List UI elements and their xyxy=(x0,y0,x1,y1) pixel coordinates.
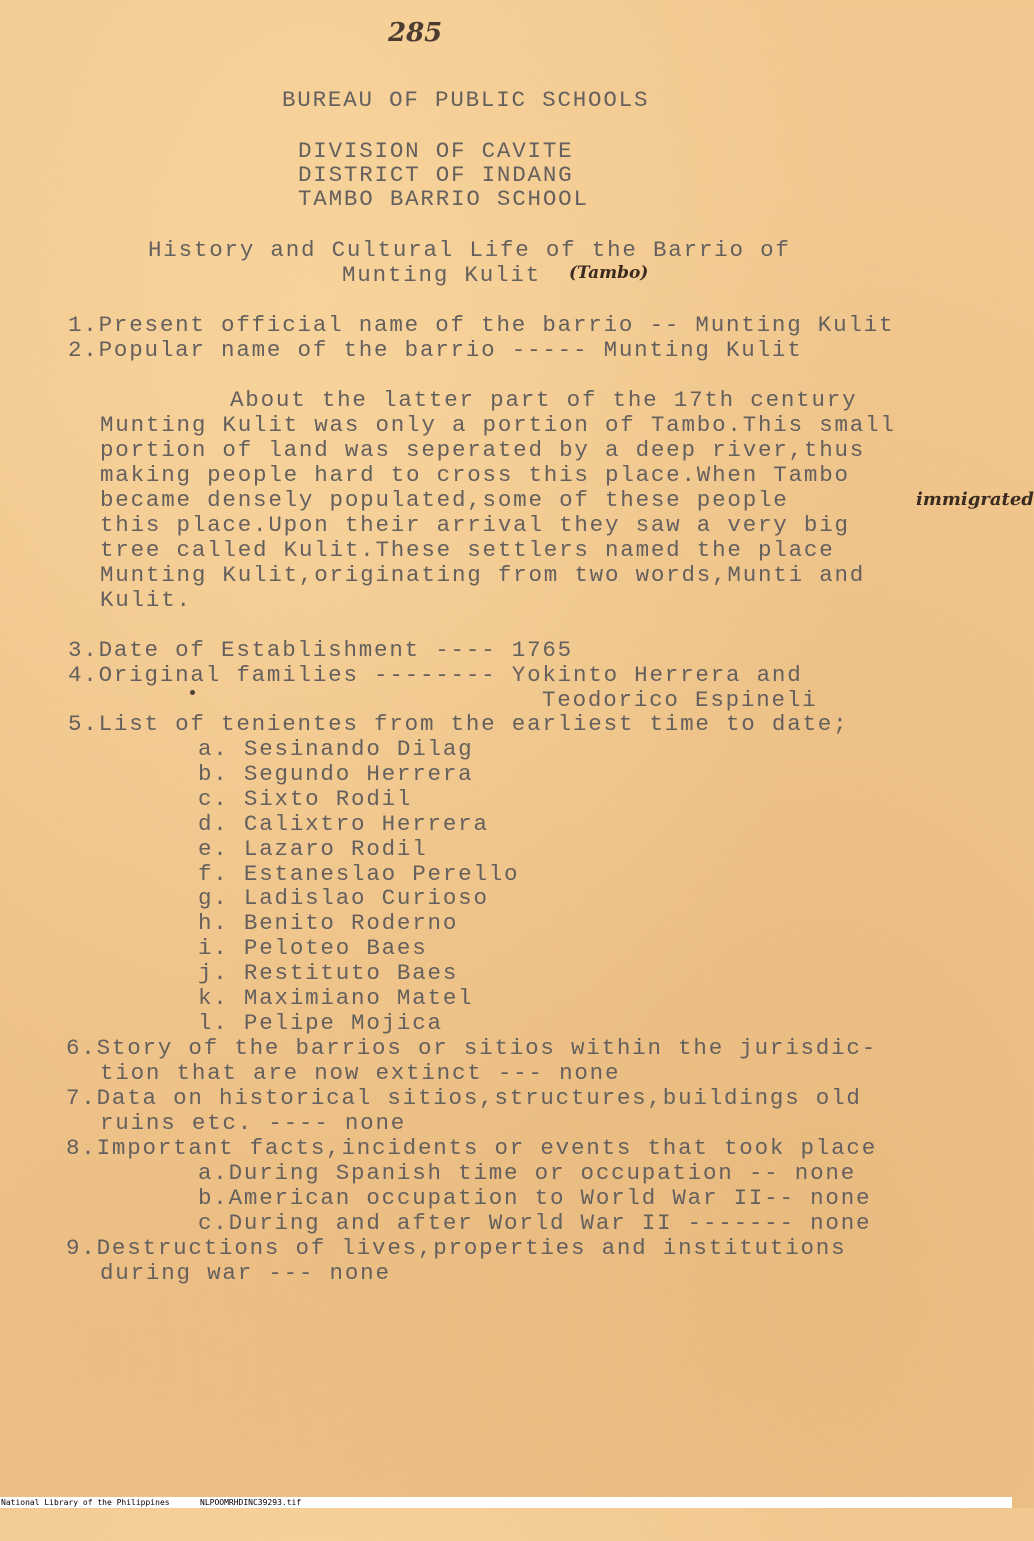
item-4-original-families-cont: Teodorico Espineli xyxy=(542,687,818,713)
item-9-destructions-cont: during war --- none xyxy=(100,1260,391,1286)
item-6-extinct-sitios: 6.Story of the barrios or sitios within the jurisdic- xyxy=(66,1035,878,1061)
handwritten-insert-immigrated: immigrated xyxy=(916,489,1034,510)
paragraph-line-3: portion of land was seperated by a deep river,thus xyxy=(100,437,866,463)
item-8c-world-war-ii: c.During and after World War II ------- none xyxy=(198,1210,872,1236)
teniente-item: i. Peloteo Baes xyxy=(198,935,428,961)
teniente-item: c. Sixto Rodil xyxy=(198,786,413,812)
title-line-1: History and Cultural Life of the Barrio of xyxy=(148,237,791,263)
teniente-item: g. Ladislao Curioso xyxy=(198,885,489,911)
teniente-item: d. Calixtro Herrera xyxy=(198,811,489,837)
item-1-official-name: 1.Present official name of the barrio -- Munting Kulit xyxy=(68,312,895,338)
handwritten-note-tambo: (Tambo) xyxy=(569,263,649,283)
title-line-2: Munting Kulit xyxy=(342,262,541,288)
teniente-item: f. Estaneslao Perello xyxy=(198,861,520,887)
item-7-historical-data: 7.Data on historical sitios,structures,buildings old xyxy=(66,1085,862,1111)
paragraph-line-1: About the latter part of the 17th century xyxy=(230,387,858,413)
teniente-item: j. Restituto Baes xyxy=(198,960,459,986)
header-division: DIVISION OF CAVITE xyxy=(298,138,574,164)
header-district: DISTRICT OF INDANG xyxy=(298,162,574,188)
teniente-item: a. Sesinando Dilag xyxy=(198,736,474,762)
item-7-historical-data-cont: ruins etc. ---- none xyxy=(100,1110,407,1136)
teniente-item: h. Benito Roderno xyxy=(198,910,459,936)
item-5-tenientes-heading: 5.List of tenientes from the earliest time to date; xyxy=(68,711,849,737)
paragraph-line-5: became densely populated,some of these people xyxy=(100,487,789,513)
item-9-destructions: 9.Destructions of lives,properties and institutions xyxy=(66,1235,847,1261)
item-2-popular-name: 2.Popular name of the barrio ----- Munting Kulit xyxy=(68,337,803,363)
teniente-item: k. Maximiano Matel xyxy=(198,985,474,1011)
teniente-item: l. Pelipe Mojica xyxy=(198,1010,443,1036)
page-number: 285 xyxy=(388,18,443,48)
item-8a-spanish-time: a.During Spanish time or occupation -- none xyxy=(198,1160,856,1186)
paragraph-line-6: this place.Upon their arrival they saw a very big xyxy=(100,512,850,538)
footer-file-id: NLPOOMRHDINC39293.tif xyxy=(200,1498,302,1507)
item-8-important-facts: 8.Important facts,incidents or events that took place xyxy=(66,1135,878,1161)
item-3-establishment-date: 3.Date of Establishment ---- 1765 xyxy=(68,637,573,663)
footer-library: National Library of the Philippines xyxy=(1,1498,170,1507)
item-4-original-families: 4.Original families -------- Yokinto Herrera and xyxy=(68,662,803,688)
paragraph-line-4: making people hard to cross this place.When Tambo xyxy=(100,462,850,488)
teniente-item: e. Lazaro Rodil xyxy=(198,836,428,862)
paragraph-line-7: tree called Kulit.These settlers named the place xyxy=(100,537,835,563)
teniente-item: b. Segundo Herrera xyxy=(198,761,474,787)
paragraph-line-2: Munting Kulit was only a portion of Tambo.This small xyxy=(100,412,896,438)
header-bureau: BUREAU OF PUBLIC SCHOOLS xyxy=(282,87,650,113)
paragraph-line-9: Kulit. xyxy=(100,587,192,613)
header-school: TAMBO BARRIO SCHOOL xyxy=(298,186,589,212)
ink-dot xyxy=(190,690,195,695)
paragraph-line-8: Munting Kulit,originating from two words,Munti and xyxy=(100,562,866,588)
item-6-extinct-sitios-cont: tion that are now extinct --- none xyxy=(100,1060,621,1086)
scan-footer xyxy=(0,1497,1012,1508)
item-8b-american-occupation: b.American occupation to World War II-- none xyxy=(198,1185,872,1211)
